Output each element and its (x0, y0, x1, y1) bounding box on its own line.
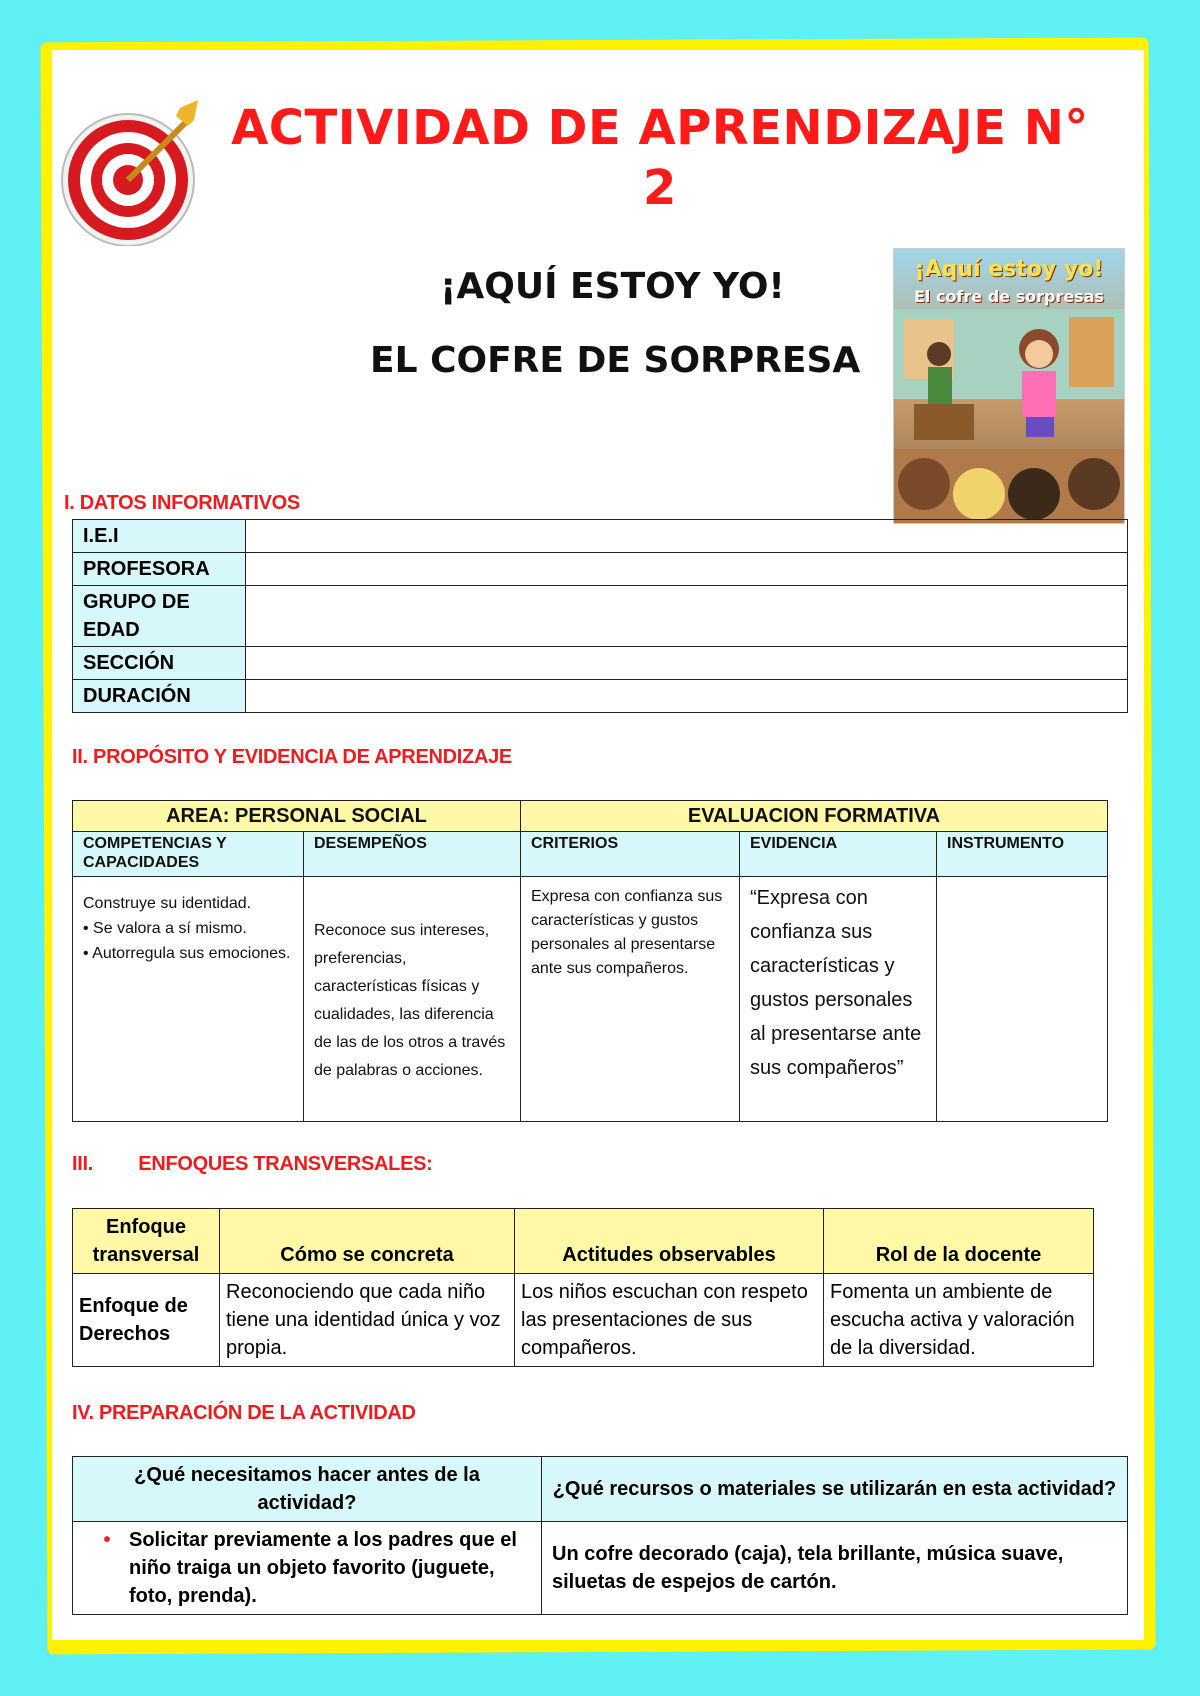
before-cell (73, 1522, 542, 1615)
section-1-heading: I. DATOS INFORMATIVOS (64, 492, 300, 514)
table-row (73, 1457, 1128, 1522)
cover-title: ¡Aquí estoy yo! (914, 257, 1104, 282)
header-actitudes: Actitudes observables (515, 1209, 824, 1274)
table-row (73, 553, 1128, 586)
table-row (73, 647, 1128, 680)
header-rol: Rol de la docente (824, 1209, 1094, 1274)
col-criterios: CRITERIOS (521, 832, 740, 877)
value-iei (246, 520, 1128, 553)
label-profesora: PROFESORA (73, 553, 246, 586)
col-before: ¿Qué necesitamos hacer antes de la actividad? (73, 1457, 542, 1522)
cover-subtitle: El cofre de sorpresas (913, 287, 1105, 306)
section-3-heading (72, 1153, 433, 1176)
table-row (73, 1522, 1128, 1615)
label-iei: I.E.I (73, 520, 246, 553)
evidencia-cell: “Expresa con confianza sus características y gustos personales al presentarse ante sus compañeros” (740, 877, 937, 1122)
preparacion-table (72, 1456, 1128, 1615)
label-seccion: SECCIÓN (73, 647, 246, 680)
before-text: Solicitar previamente a los padres que el niño traiga un objeto favorito (juguete, foto, prenda). (129, 1529, 517, 1607)
value-seccion (246, 647, 1128, 680)
materials-cell: Un cofre decorado (caja), tela brillante, música suave, siluetas de espejos de cartón. (542, 1522, 1128, 1615)
competencia-cell (73, 877, 304, 1122)
value-grupo-edad (246, 586, 1128, 647)
rol-text: Fomenta un ambiente de escucha activa y valoración de la diversidad. (824, 1274, 1094, 1367)
target-dart-icon (58, 96, 208, 246)
como-text: Reconociendo que cada niño tiene una identidad única y voz propia. (220, 1274, 515, 1367)
desempeno-cell: Reconoce sus intereses, preferencias, características físicas y cualidades, las diferencia de las de los otros a través de palabras o acciones. (304, 877, 521, 1122)
table-row (73, 680, 1128, 713)
header-enfoque: Enfoque transversal (73, 1209, 220, 1274)
actitudes-text: Los niños escuchan con respeto las presentaciones de sus compañeros. (515, 1274, 824, 1367)
enfoque-name: Enfoque de Derechos (73, 1274, 220, 1367)
title-line-1: ACTIVIDAD DE APRENDIZAJE N° (231, 100, 1089, 156)
label-grupo-edad: GRUPO DE EDAD (73, 586, 246, 647)
subtitle-1: ¡AQUÍ ESTOY YO! (440, 266, 785, 307)
page-title (190, 98, 1130, 218)
label-duracion: DURACIÓN (73, 680, 246, 713)
section-4-heading: IV. PREPARACIÓN DE LA ACTIVIDAD (72, 1402, 416, 1424)
section-3-number: III. (72, 1153, 94, 1175)
competencia-text: Construye su identidad. (83, 895, 252, 912)
table-row (73, 1209, 1094, 1274)
col-materials: ¿Qué recursos o materiales se utilizarán en esta actividad? (542, 1457, 1128, 1522)
value-profesora (246, 553, 1128, 586)
capacidad-2: • Autorregula sus emociones. (83, 945, 291, 962)
criterio-cell: Expresa con confianza sus características y gustos personales al presentarse ante sus compañeros. (521, 877, 740, 1122)
cover-illustration (894, 309, 1124, 523)
col-desempenos: DESEMPEÑOS (304, 832, 521, 877)
section-3-title: ENFOQUES TRANSVERSALES: (138, 1153, 433, 1175)
instrumento-cell (937, 877, 1108, 1122)
table-row (73, 586, 1128, 647)
table-row (73, 1274, 1094, 1367)
book-cover-image (893, 248, 1125, 524)
table-row (73, 520, 1128, 553)
col-instrumento: INSTRUMENTO (937, 832, 1108, 877)
proposito-table (72, 800, 1108, 1122)
header-como: Cómo se concreta (220, 1209, 515, 1274)
col-evidencia: EVIDENCIA (740, 832, 937, 877)
subtitle-2: EL COFRE DE SORPRESA (370, 340, 861, 381)
value-duracion (246, 680, 1128, 713)
datos-informativos-table (72, 519, 1128, 713)
col-competencias: COMPETENCIAS Y CAPACIDADES (73, 832, 304, 877)
capacidad-1: • Se valora a sí mismo. (83, 920, 247, 937)
evaluacion-header: EVALUACION FORMATIVA (521, 801, 1108, 832)
table-row (73, 877, 1108, 1122)
bullet-icon: • (103, 1529, 111, 1551)
section-2-heading: II. PROPÓSITO Y EVIDENCIA DE APRENDIZAJE (72, 746, 512, 768)
enfoques-table (72, 1208, 1094, 1367)
area-header: AREA: PERSONAL SOCIAL (73, 801, 521, 832)
table-row (73, 801, 1108, 832)
title-number: 2 (643, 160, 677, 216)
table-row (73, 832, 1108, 877)
